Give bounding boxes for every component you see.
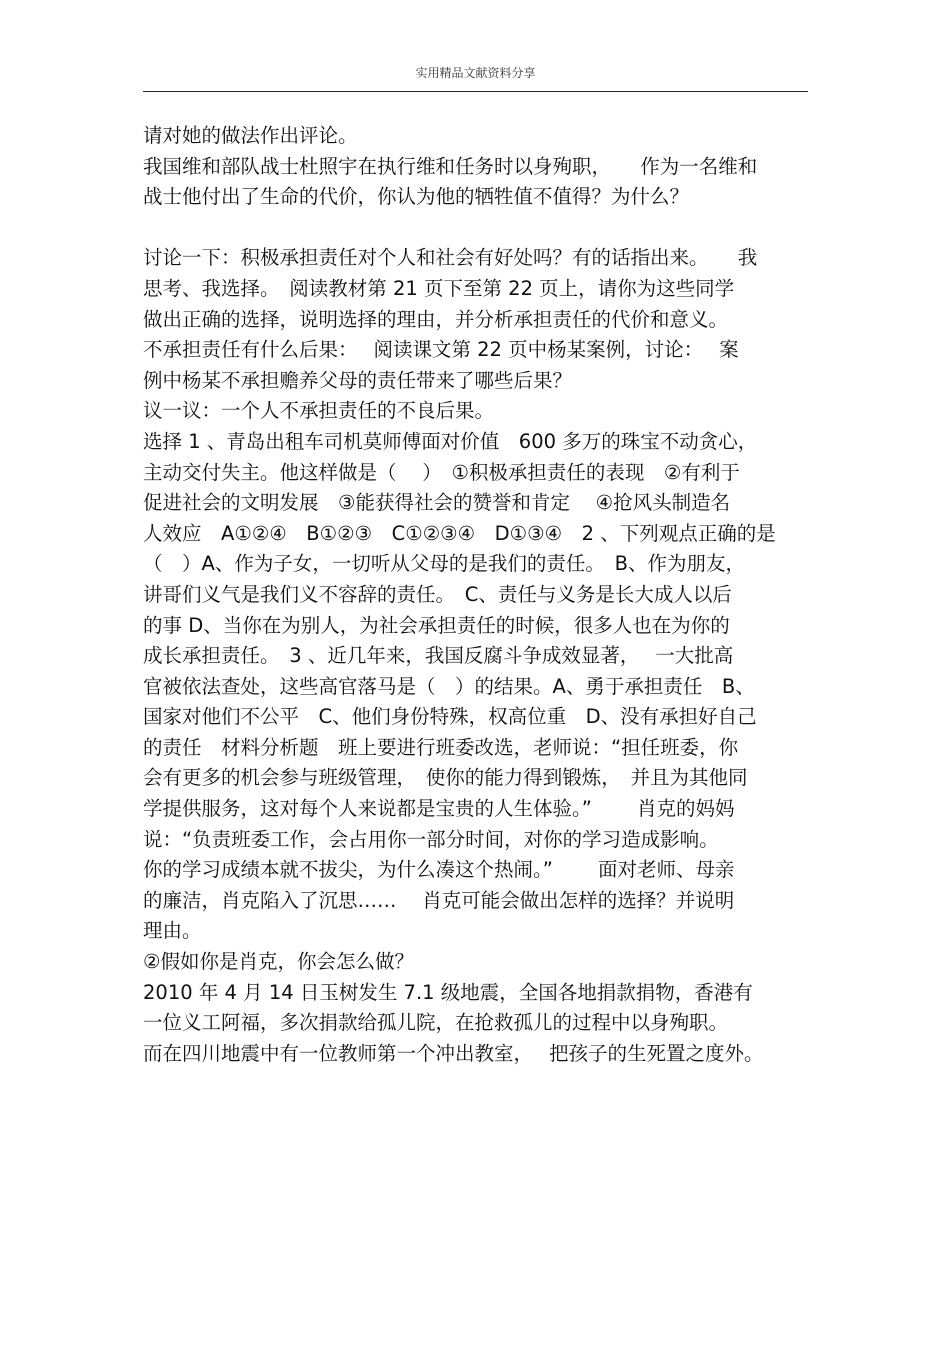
text-line: 的廉洁，肖克陷入了沉思…… 肖克可能会做出怎样的选择？并说明 xyxy=(143,888,735,912)
text-line: 官被依法查处，这些高官落马是（ ）的结果。A、勇于承担责任 B、 xyxy=(143,674,755,698)
text-line: 促进社会的文明发展 ③能获得社会的赞誉和肯定 ④抢风头制造名 xyxy=(143,491,731,515)
text-line: 成长承担责任。 3 、近几年来，我国反腐斗争成效显著， 一大批高 xyxy=(143,644,734,668)
text-line: 战士他付出了生命的代价，你认为他的牺牲值不值得？为什么？ xyxy=(143,185,690,209)
text-line: 思考、我选择。 阅读教材第 21 页下至第 22 页上，请你为这些同学 xyxy=(143,276,735,300)
header-divider xyxy=(143,91,808,92)
text-line: 请对她的做法作出评论。 xyxy=(143,124,358,147)
text-line: 讲哥们义气是我们义不容辞的责任。 C、责任与义务是长大成人以后 xyxy=(143,582,732,606)
page-header: 实用精品文献资料分享 xyxy=(415,66,536,80)
text-line: 而在四川地震中有一位教师第一个冲出教室， 把孩子的生死置之度外。 xyxy=(143,1041,764,1065)
text-line: 讨论一下：积极承担责任对个人和社会有好处吗？有的话指出来。 我 xyxy=(143,246,758,270)
text-line: 学提供服务，这对每个人来说都是宝贵的人生体验。” 肖克的妈妈 xyxy=(143,797,735,821)
text-line: 说：“负责班委工作，会占用你一部分时间，对你的学习造成影响。 xyxy=(143,827,719,851)
text-line: 理由。 xyxy=(143,919,202,943)
text-line: 选择 1 、青岛出租车司机莫师傅面对价值 600 多万的珠宝不动贪心， xyxy=(143,429,758,453)
text-line: 国家对他们不公平 C、他们身份特殊，权高位重 D、没有承担好自己 xyxy=(143,705,757,729)
text-line: 会有更多的机会参与班级管理， 使你的能力得到锻炼， 并且为其他同 xyxy=(143,766,748,790)
text-line: 不承担责任有什么后果： 阅读课文第 22 页中杨某案例，讨论： 案 xyxy=(143,338,739,362)
text-line: 议一议：一个人不承担责任的不良后果。 xyxy=(143,399,495,423)
text-line: 的责任 材料分析题 班上要进行班委改选，老师说：“担任班委，你 xyxy=(143,735,739,759)
blank-line xyxy=(143,213,811,244)
text-line: 的事 D、当你在为别人，为社会承担责任的时候，很多人也在为你的 xyxy=(143,613,730,637)
text-line: 你的学习成绩本就不拔尖，为什么凑这个热闹。” 面对老师、母亲 xyxy=(143,858,735,882)
text-line: 我国维和部队战士杜照宇在执行维和任务时以身殉职， 作为一名维和 xyxy=(143,154,758,178)
text-line: 2010 年 4 月 14 日玉树发生 7.1 级地震，全国各地捐款捐物，香港有 xyxy=(143,980,753,1004)
text-line: 一位义工阿福，多次捐款给孤儿院，在抢救孤儿的过程中以身殉职。 xyxy=(143,1011,729,1035)
text-line: 主动交付失主。他这样做是（ ） ①积极承担责任的表现 ②有利于 xyxy=(143,460,740,484)
text-line: 人效应 A①②④ B①②③ C①②③④ D①③④ 2 、下列观点正确的是 xyxy=(143,521,776,545)
document-body xyxy=(143,121,811,1069)
text-line: ②假如你是肖克，你会怎么做？ xyxy=(143,950,414,974)
text-line: 做出正确的选择，说明选择的理由，并分析承担责任的代价和意义。 xyxy=(143,307,729,331)
text-line: 例中杨某不承担赡养父母的责任带来了哪些后果？ xyxy=(143,368,573,392)
text-line: （ ）A、作为子女，一切听从父母的是我们的责任。 B、作为朋友， xyxy=(143,552,745,576)
